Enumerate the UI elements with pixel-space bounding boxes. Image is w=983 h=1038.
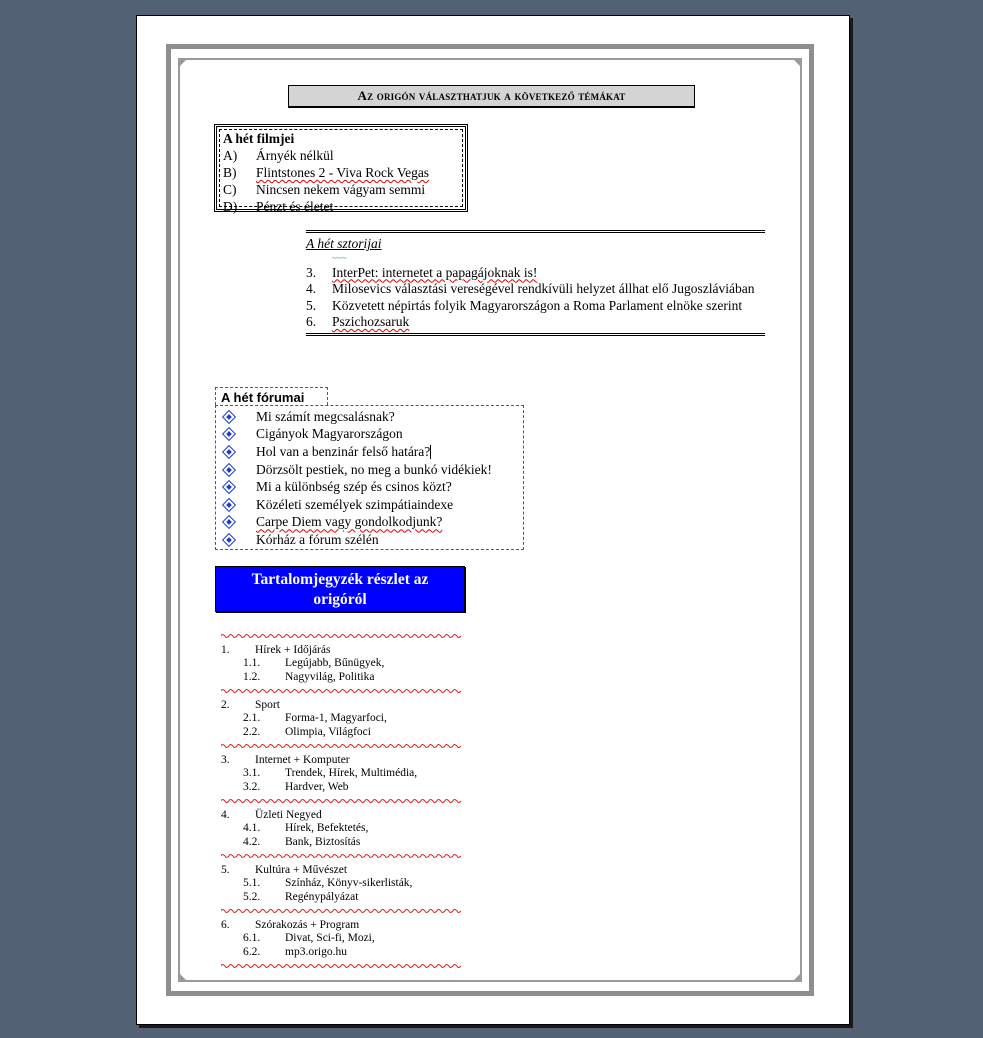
story-item: 5. Közvetett népirtás folyik Magyarországon a Roma Parlament elnöke szerint xyxy=(306,297,743,313)
film-item: B) Flintstones 2 - Viva Rock Vegas xyxy=(223,165,430,180)
toc-main-item: 3. Internet + Komputer xyxy=(221,753,350,766)
stories-list xyxy=(306,265,765,331)
corner-ornament xyxy=(178,972,188,982)
film-item: A) Árnyék nélkül xyxy=(223,148,334,163)
toc-group xyxy=(221,644,461,685)
diamond-bullet-icon xyxy=(222,533,236,547)
toc-sub-item: 4.1. Hírek, Befektetés, xyxy=(243,822,369,834)
toc-main-item: 6. Szórakozás + Program xyxy=(221,918,360,931)
toc-sub-item: 1.2. Nagyvilág, Politika xyxy=(243,670,375,683)
toc-sub-item: 1.1. Legújabb, Bűnügyek, xyxy=(243,657,385,669)
toc-main-item: 4. Üzleti Negyed xyxy=(221,808,322,821)
spellcheck-wave xyxy=(221,798,461,804)
story-item: 3. InterPet: internetet a papagájoknak is! xyxy=(306,264,538,280)
diamond-bullet-icon xyxy=(222,515,236,529)
story-item: 6. Pszichozsaruk xyxy=(306,314,410,329)
divider xyxy=(306,333,765,336)
divider xyxy=(306,230,765,233)
forum-item: Hol van a benzinár felső határa? xyxy=(222,443,523,461)
grammar-mark: ~~~ xyxy=(332,252,347,263)
film-item: C) Nincsen nekem vágyam semmi xyxy=(223,182,426,197)
forums-box xyxy=(215,405,524,550)
toc-sub-item: 4.2. Bank, Biztosítás xyxy=(243,835,361,848)
toc-sub-item: 3.2. Hardver, Web xyxy=(243,780,349,793)
stories-section xyxy=(306,230,765,336)
toc-group xyxy=(221,919,461,960)
films-heading: A hét filmjei xyxy=(223,131,295,146)
page-title: Az origón választhatjuk a következő témákat xyxy=(288,85,695,108)
forum-item: Dörzsölt pestiek, no meg a bunkó vidékiek! xyxy=(222,461,523,479)
diamond-bullet-icon xyxy=(222,427,236,441)
toc-title-line: origóról xyxy=(313,591,367,608)
diamond-bullet-icon xyxy=(222,498,236,512)
film-item: D) Pénzt és életet xyxy=(223,199,334,214)
toc-group xyxy=(221,754,461,795)
forum-item: Cigányok Magyarországon xyxy=(222,426,523,444)
corner-ornament xyxy=(792,972,802,982)
forum-item: Közéleti személyek szimpátiaindexe xyxy=(222,496,523,514)
spellcheck-wave xyxy=(221,633,461,639)
toc-group xyxy=(221,864,461,905)
toc-title-box xyxy=(215,566,465,612)
forums-heading: A hét fórumai xyxy=(215,387,328,405)
forum-item: Kórház a fórum szélén xyxy=(222,531,523,549)
toc-sub-item: 2.2. Olimpia, Világfoci xyxy=(243,725,371,738)
diamond-bullet-icon xyxy=(222,410,236,424)
corner-ornament xyxy=(178,58,188,68)
forum-item: Mi számít megcsalásnak? xyxy=(222,408,523,426)
stories-heading: A hét sztorijai xyxy=(306,236,382,251)
toc-group xyxy=(221,699,461,740)
forum-item: Carpe Diem vagy gondolkodjunk? xyxy=(222,514,523,532)
films-box xyxy=(214,124,468,212)
corner-ornament xyxy=(792,58,802,68)
toc-sub-item: 6.2. mp3.origo.hu xyxy=(243,945,347,958)
toc-sub-item: 3.1. Trendek, Hírek, Multimédia, xyxy=(243,767,418,779)
spellcheck-wave xyxy=(221,743,461,749)
forum-item: Mi a különbség szép és csinos közt? xyxy=(222,478,523,496)
toc-list xyxy=(221,630,461,974)
spellcheck-wave xyxy=(221,963,461,969)
toc-sub-item: 5.2. Regénypályázat xyxy=(243,890,359,903)
document-page xyxy=(136,15,850,1025)
toc-main-item: 5. Kultúra + Művészet xyxy=(221,863,348,876)
toc-main-item: 2. Sport xyxy=(221,698,280,711)
spellcheck-wave xyxy=(221,688,461,694)
toc-group xyxy=(221,809,461,850)
diamond-bullet-icon xyxy=(222,480,236,494)
toc-main-item: 1. Hírek + Időjárás xyxy=(221,643,331,656)
story-item: 4. Milosevics választási vereségével rendkívüli helyzet állhat elő Jugoszláviában xyxy=(306,281,755,296)
toc-title-line: Tartalomjegyzék részlet az xyxy=(251,571,429,588)
toc-sub-item: 6.1. Divat, Sci-fi, Mozi, xyxy=(243,932,375,944)
toc-sub-item: 5.1. Színház, Könyv-sikerlisták, xyxy=(243,877,413,889)
toc-sub-item: 2.1. Forma-1, Magyarfoci, xyxy=(243,712,387,724)
diamond-bullet-icon xyxy=(222,445,236,459)
diamond-bullet-icon xyxy=(222,463,236,477)
text-cursor xyxy=(430,445,431,459)
spellcheck-wave xyxy=(221,853,461,859)
spellcheck-wave xyxy=(221,908,461,914)
